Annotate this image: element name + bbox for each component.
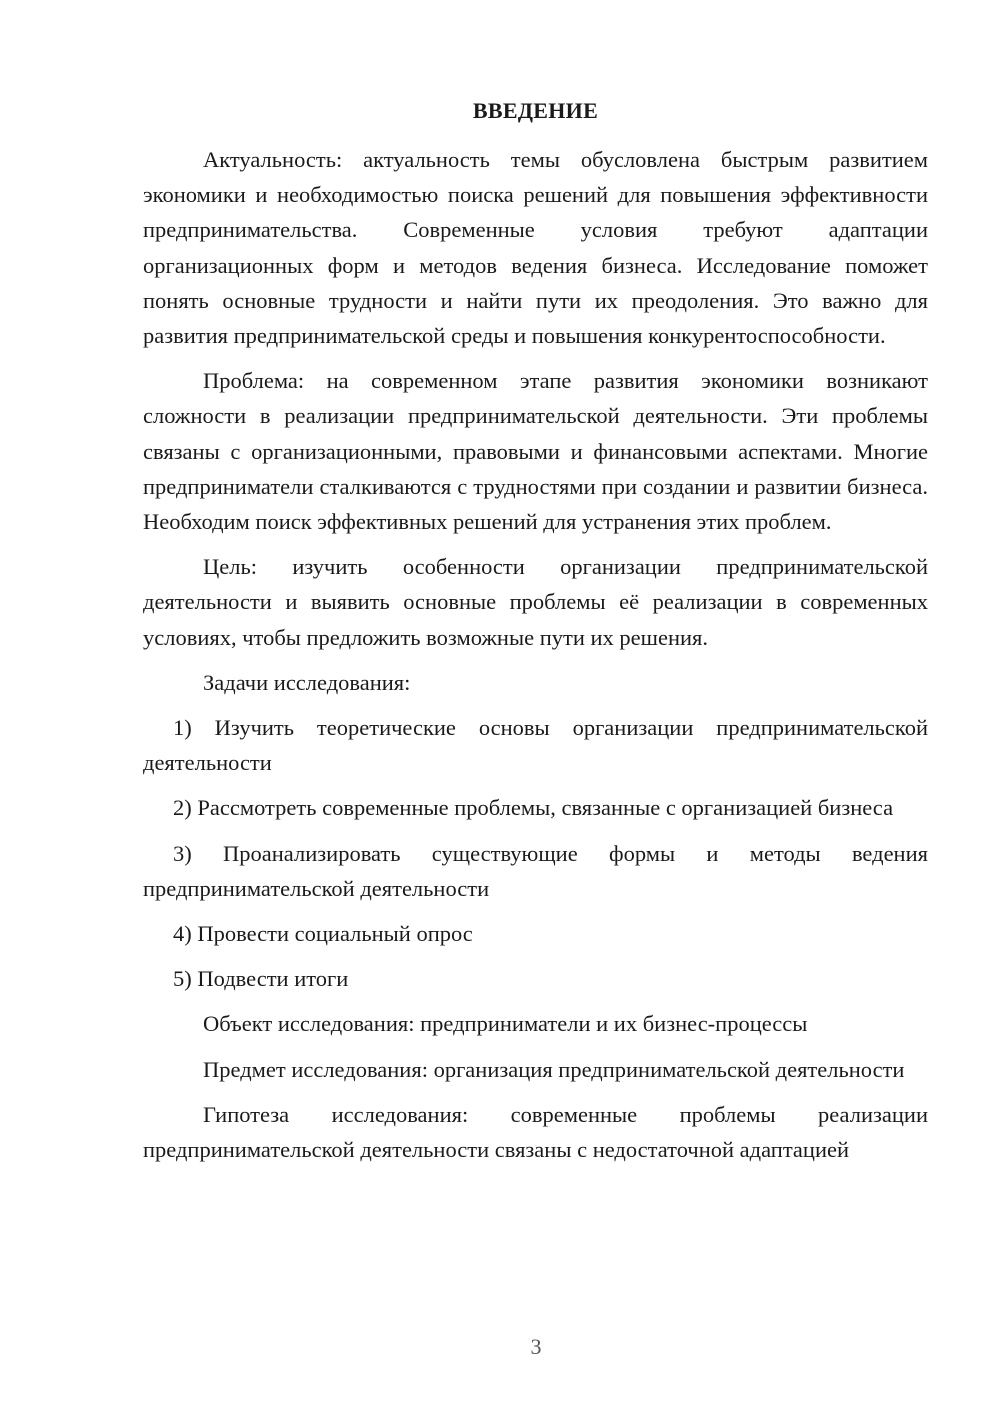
tasks-title: Задачи исследования: bbox=[203, 669, 411, 695]
task-item: 3) Проанализировать существующие формы и методы ведения предпринимательской деятельности bbox=[143, 840, 928, 901]
subject-paragraph: Предмет исследования: организация предпринимательской деятельности bbox=[203, 1056, 905, 1082]
task-item: 4) Провести социальный опрос bbox=[173, 921, 473, 947]
task-item: 2) Рассмотреть современные проблемы, связанные с организацией бизнеса bbox=[173, 795, 894, 821]
relevance-paragraph: Актуальность: актуальность темы обусловлена быстрым развитием экономики и необходимостью поиска решений для повышения эффективности предпринимательства. Современные условия требуют адаптации организационных форм и методов ведения бизнеса. Исследование поможет понять основные трудности и найти пути их преодоления. Это важно для развития предпринимательской среды и повышения конкурентоспособности. bbox=[143, 147, 928, 349]
problem-paragraph: Проблема: на современном этапе развития экономики возникают сложности в реализации предпринимательской деятельности. Эти проблемы связаны с организационными, правовыми и финансовыми аспектами. Многие предприниматели сталкиваются с трудностями при создании и развитии бизнеса. Необходим поиск эффективных решений для устранения этих проблем. bbox=[143, 368, 928, 535]
page-number: 3 bbox=[530, 1334, 542, 1359]
task-item: 5) Подвести итоги bbox=[173, 966, 349, 992]
goal-paragraph: Цель: изучить особенности организации предпринимательской деятельности и выявить основные проблемы её реализации в современных условиях, чтобы предложить возможные пути их решения. bbox=[143, 554, 928, 650]
tasks-list bbox=[143, 710, 928, 996]
page-content bbox=[143, 94, 928, 1177]
hypothesis-paragraph: Гипотеза исследования: современные проблемы реализации предпринимательской деятельности связаны с недостаточной адаптацией bbox=[143, 1101, 928, 1163]
section-heading: ВВЕДЕНИЕ bbox=[472, 98, 599, 123]
object-paragraph: Объект исследования: предприниматели и их бизнес-процессы bbox=[203, 1011, 808, 1037]
task-item: 1) Изучить теоретические основы организации предпринимательской деятельности bbox=[143, 715, 928, 776]
